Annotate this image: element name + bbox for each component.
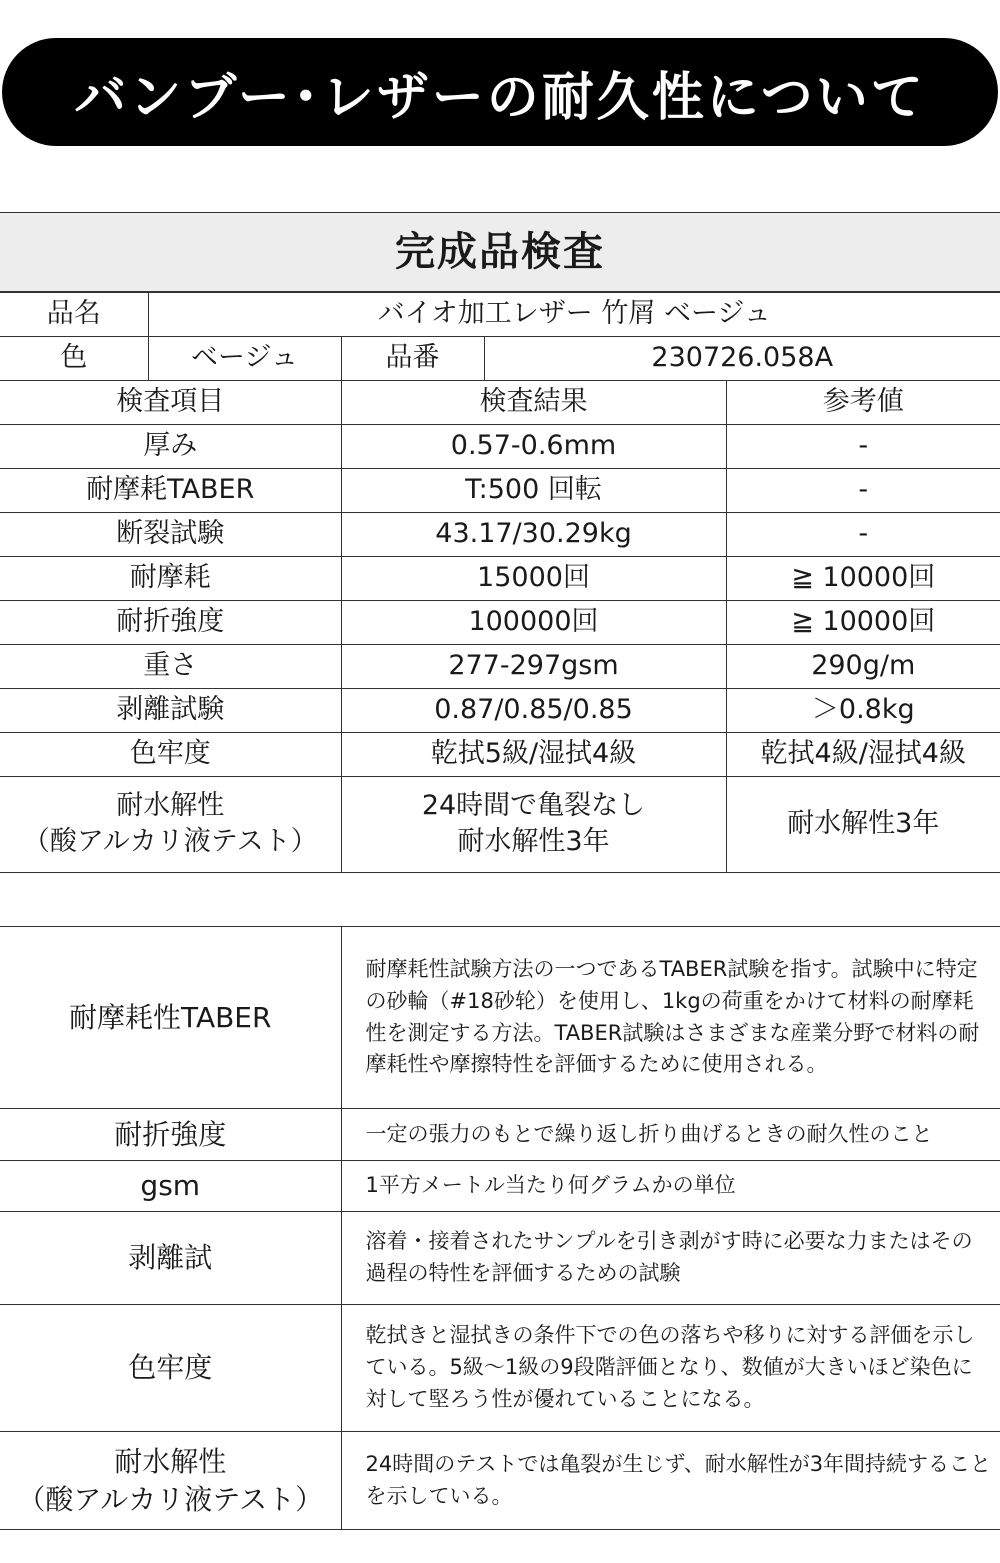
- inspection-title: 完成品検査: [0, 213, 1000, 293]
- product-no: 230726.058A: [484, 336, 1000, 380]
- color-value: ベージュ: [148, 336, 341, 380]
- glossary-table: [0, 926, 1000, 1530]
- header-item: 検査項目: [0, 380, 341, 424]
- glossary-term: 耐摩耗性TABER: [0, 927, 341, 1109]
- row-item: 耐摩耗TABER: [0, 468, 341, 512]
- row-item: 厚み: [0, 424, 341, 468]
- row-result: 43.17/30.29kg: [341, 512, 726, 556]
- header-result: 検査結果: [341, 380, 726, 424]
- glossary-row: [0, 1161, 1000, 1212]
- glossary-term: 耐折強度: [0, 1109, 341, 1161]
- row-item-line2: （酸アルカリ液テスト）: [22, 826, 318, 857]
- glossary-row: [0, 1109, 1000, 1161]
- glossary-description: 24時間のテストでは亀裂が生じず、耐水解性が3年間持続することを示している。: [341, 1432, 1000, 1530]
- glossary-description: 1平方メートル当たり何グラムかの単位: [341, 1161, 1000, 1212]
- banner: [2, 38, 998, 146]
- header-reference: 参考値: [726, 380, 1000, 424]
- table-row: [0, 600, 1000, 644]
- glossary-description: 耐摩耗性試験方法の一つであるTABER試験を指す。試験中に特定の砂輪（#18砂轮）を使用し、1kgの荷重をかけて材料の耐摩耗性を測定する方法。TABER試験はさまざまな産業分野で材料の耐摩耗性や摩擦特性を評価するために使用される。: [341, 927, 1000, 1109]
- banner-title: バンブー･レザーの耐久性について: [74, 67, 926, 128]
- glossary-term: 剥離試: [0, 1212, 341, 1305]
- row-item: 耐摩耗: [0, 556, 341, 600]
- table-row: [0, 512, 1000, 556]
- glossary-row: [0, 1432, 1000, 1530]
- row-reference: -: [726, 468, 1000, 512]
- row-reference: 耐水解性3年: [726, 776, 1000, 872]
- row-reference: 290g/m: [726, 644, 1000, 688]
- glossary-row: [0, 927, 1000, 1109]
- table-row: [0, 556, 1000, 600]
- table-row: [0, 424, 1000, 468]
- table-row: [0, 688, 1000, 732]
- glossary-term: gsm: [0, 1161, 341, 1212]
- table-row: [0, 468, 1000, 512]
- row-result: 277-297gsm: [341, 644, 726, 688]
- row-reference: ≧ 10000回: [726, 600, 1000, 644]
- row-result: 乾拭5級/湿拭4級: [341, 732, 726, 776]
- row-result: 15000回: [341, 556, 726, 600]
- glossary-term: 色牢度: [0, 1305, 341, 1432]
- row-result: 100000回: [341, 600, 726, 644]
- table-row: [0, 732, 1000, 776]
- header-row: [0, 380, 1000, 424]
- glossary-description: 溶着・接着されたサンプルを引き剥がす時に必要な力またはその過程の特性を評価するための試験: [341, 1212, 1000, 1305]
- product-name: バイオ加工レザー 竹屑 ベージュ: [148, 292, 1000, 336]
- glossary-row: [0, 1212, 1000, 1305]
- glossary-description: 一定の張力のもとで繰り返し折り曲げるときの耐久性のこと: [341, 1109, 1000, 1161]
- row-item: 断裂試験: [0, 512, 341, 556]
- row-result-line2: 耐水解性3年: [457, 826, 610, 857]
- row-reference: 乾拭4級/湿拭4級: [726, 732, 1000, 776]
- row-item: 剥離試験: [0, 688, 341, 732]
- row-reference: ≧ 10000回: [726, 556, 1000, 600]
- glossary-term-line1: 耐水解性: [114, 1444, 227, 1478]
- glossary-description: 乾拭きと湿拭きの条件下での色の落ちや移りに対する評価を示している。5級～1級の9段階評価となり、数値が大きいほど染色に対して堅ろう性が優れていることになる。: [341, 1305, 1000, 1432]
- row-item: [0, 776, 341, 872]
- row-result: [341, 776, 726, 872]
- row-result: 0.87/0.85/0.85: [341, 688, 726, 732]
- product-name-label: 品名: [0, 292, 148, 336]
- row-result: 0.57-0.6mm: [341, 424, 726, 468]
- row-reference: -: [726, 424, 1000, 468]
- row-result: T:500 回転: [341, 468, 726, 512]
- inspection-table: [0, 212, 1000, 873]
- color-label: 色: [0, 336, 148, 380]
- product-no-label: 品番: [341, 336, 484, 380]
- glossary-term-line2: （酸アルカリ液テスト）: [17, 1482, 324, 1516]
- table-row: [0, 644, 1000, 688]
- row-result-line1: 24時間で亀裂なし: [421, 789, 646, 821]
- row-item: 重さ: [0, 644, 341, 688]
- glossary-term: [0, 1432, 341, 1530]
- glossary-row: [0, 1305, 1000, 1432]
- table-row: [0, 776, 1000, 872]
- row-item: 耐折強度: [0, 600, 341, 644]
- row-item-line1: 耐水解性: [116, 789, 225, 821]
- row-item: 色牢度: [0, 732, 341, 776]
- row-reference: -: [726, 512, 1000, 556]
- row-reference: ＞0.8kg: [726, 688, 1000, 732]
